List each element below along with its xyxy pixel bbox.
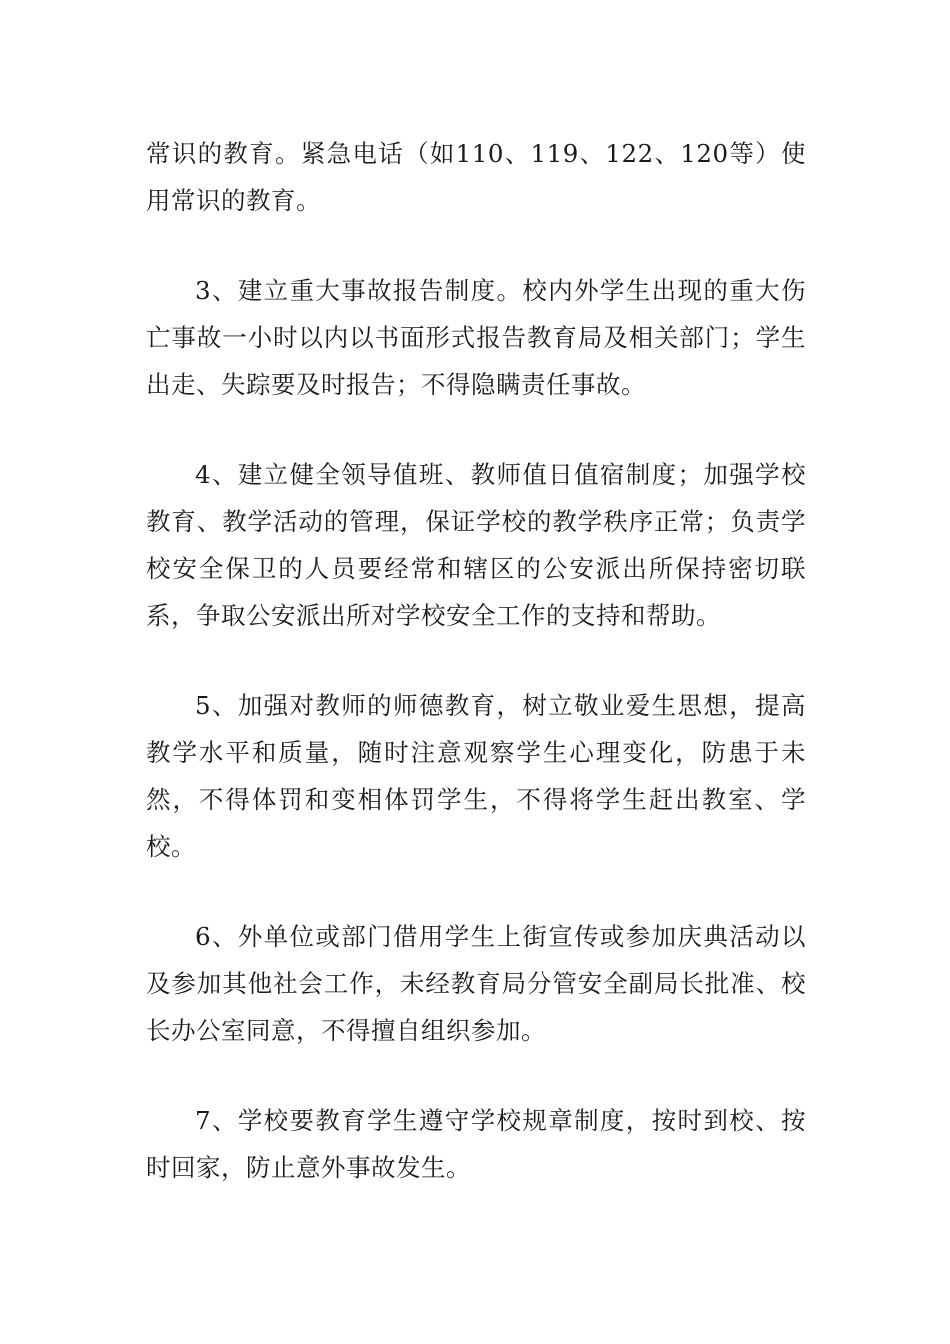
paragraph-continuation: 常识的教育。紧急电话（如110、119、122、120等）使用常识的教育。 <box>146 139 806 215</box>
paragraph-item-7: 7、学校要教育学生遵守学校规章制度，按时到校、按时回家，防止意外事故发生。 <box>146 1106 806 1182</box>
paragraph-item-3: 3、建立重大事故报告制度。校内外学生出现的重大伤亡事故一小时以内以书面形式报告教育局及相关部门；学生出走、失踪要及时报告；不得隐瞒责任事故。 <box>146 276 806 399</box>
paragraph-item-6: 6、外单位或部门借用学生上街宣传或参加庆典活动以及参加其他社会工作，未经教育局分管安全副局长批准、校长办公室同意，不得擅自组织参加。 <box>146 922 806 1045</box>
document-body <box>146 130 806 1234</box>
paragraph-item-4: 4、建立健全领导值班、教师值日值宿制度；加强学校教育、教学活动的管理，保证学校的教学秩序正常；负责学校安全保卫的人员要经常和辖区的公安派出所保持密切联系，争取公安派出所对学校安全工作的支持和帮助。 <box>146 460 806 630</box>
paragraph-item-5: 5、加强对教师的师德教育，树立敬业爱生思想，提高教学水平和质量，随时注意观察学生心理变化，防患于未然，不得体罚和变相体罚学生，不得将学生赶出教室、学校。 <box>146 691 806 861</box>
